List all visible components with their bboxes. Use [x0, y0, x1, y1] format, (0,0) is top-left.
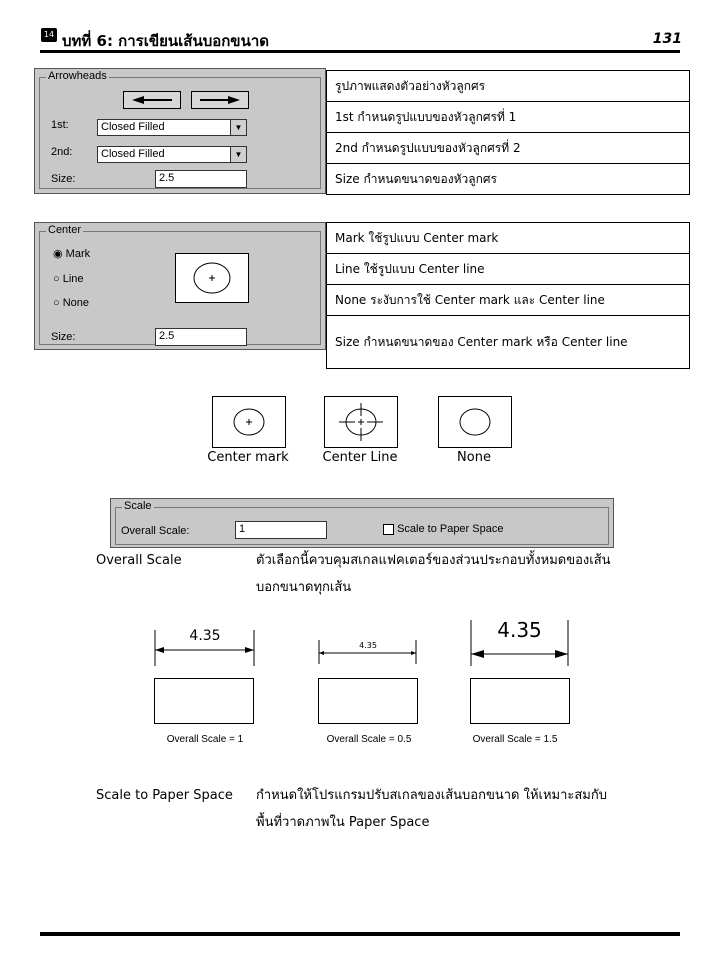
- circle-icon: [439, 397, 511, 447]
- overall-scale-label: Overall Scale:: [121, 525, 190, 537]
- checkbox-icon: [383, 524, 394, 535]
- scale-example-caption: Overall Scale = 1.5: [472, 734, 558, 745]
- dimension-text: 4.35: [189, 628, 221, 644]
- center-none-example: [438, 396, 512, 448]
- footer-rule: [40, 932, 680, 936]
- arrow-right-preview-button[interactable]: [191, 91, 249, 109]
- dimension-text: 4.35: [497, 618, 542, 642]
- mark-radio-label: Mark: [65, 248, 91, 260]
- center-size-input[interactable]: [155, 328, 247, 346]
- radio-selected-icon: ◉: [53, 248, 63, 260]
- scale-example-2: [314, 620, 424, 730]
- paper-space-term: Scale to Paper Space: [96, 788, 233, 803]
- center-desc-row: Size กำหนดขนาดของ Center mark หรือ Center line: [327, 316, 690, 369]
- paper-space-desc-line: พื้นที่วาดภาพใน Paper Space: [256, 815, 430, 830]
- center-desc-row: Mark ใช้รูปแบบ Center mark: [327, 223, 690, 254]
- arrow-left-icon: [124, 92, 180, 108]
- center-example-caption: Center Line: [322, 450, 398, 465]
- scale-to-paper-space-label: Scale to Paper Space: [397, 523, 504, 535]
- first-arrow-label: 1st:: [51, 119, 69, 131]
- overall-scale-value: 1: [239, 523, 246, 535]
- center-size-label: Size:: [51, 331, 76, 343]
- second-arrow-label: 2nd:: [51, 146, 73, 158]
- center-mark-icon: [213, 397, 285, 447]
- center-desc-row: None ระงับการใช้ Center mark และ Center line: [327, 285, 690, 316]
- center-line-example: [324, 396, 398, 448]
- dimension-text: 4.35: [359, 641, 377, 650]
- center-size-value: 2.5: [159, 330, 175, 342]
- line-radio[interactable]: [53, 273, 84, 285]
- center-desc-row: Line ใช้รูปแบบ Center line: [327, 254, 690, 285]
- overall-scale-desc-line: ตัวเลือกนี้ควบคุมสเกลแฟคเตอร์ของส่วนประกอบทั้งหมดของเส้น: [256, 553, 611, 568]
- chapter-title: บทที่ 6: การเขียนเส้นบอกขนาด: [62, 32, 269, 50]
- arrow-left-preview-button[interactable]: [123, 91, 181, 109]
- paper-space-desc-line: กำหนดให้โปรแกรมปรับสเกลของเส้นบอกขนาด ให้เหมาะสมกับ: [256, 788, 607, 803]
- overall-scale-term: Overall Scale: [96, 553, 182, 568]
- scale-group-title: Scale: [124, 500, 152, 512]
- overall-scale-desc-line: บอกขนาดทุกเส้น: [256, 580, 352, 595]
- arrow-right-icon: [192, 92, 248, 108]
- scale-example-3: [468, 614, 578, 730]
- arrow-size-label: Size:: [51, 173, 76, 185]
- scale-dialog: [110, 498, 614, 548]
- arrowheads-desc-row: 2nd กำหนดรูปแบบของหัวลูกศรที่ 2: [327, 133, 690, 164]
- arrowheads-group-title: Arrowheads: [48, 70, 107, 82]
- center-example-caption: Center mark: [207, 450, 289, 465]
- none-radio[interactable]: [53, 297, 89, 309]
- scale-example-rect: [318, 678, 418, 724]
- line-radio-label: Line: [62, 273, 84, 285]
- scale-example-caption: Overall Scale = 0.5: [326, 734, 412, 745]
- scale-example-rect: [470, 678, 570, 724]
- scale-example-caption: Overall Scale = 1: [166, 734, 244, 745]
- second-arrow-value: Closed Filled: [101, 148, 165, 160]
- center-line-icon: [325, 397, 397, 447]
- center-mark-preview-icon: [176, 254, 248, 302]
- center-mark-example: [212, 396, 286, 448]
- page-number: 131: [652, 31, 682, 47]
- arrow-size-value: 2.5: [159, 172, 175, 184]
- header-rule: [40, 50, 680, 53]
- scale-example-1: [150, 620, 260, 730]
- scale-to-paper-space-checkbox[interactable]: [383, 523, 503, 535]
- arrow-size-input[interactable]: [155, 170, 247, 188]
- radio-unselected-icon: ○: [53, 273, 60, 285]
- center-desc-table: [326, 222, 690, 369]
- first-arrow-select[interactable]: [97, 119, 247, 136]
- arrowheads-desc-row: 1st กำหนดรูปแบบของหัวลูกศรที่ 1: [327, 102, 690, 133]
- center-group-title: Center: [48, 224, 82, 236]
- none-radio-label: None: [62, 297, 90, 309]
- arrowheads-dialog: [34, 68, 326, 194]
- first-arrow-value: Closed Filled: [101, 121, 165, 133]
- center-preview: [175, 253, 249, 303]
- radio-unselected-icon: ○: [53, 297, 60, 309]
- chevron-down-icon[interactable]: ▼: [230, 120, 246, 135]
- arrowheads-desc-row: Size กำหนดขนาดของหัวลูกศร: [327, 164, 690, 195]
- scale-example-rect: [154, 678, 254, 724]
- second-arrow-select[interactable]: [97, 146, 247, 163]
- overall-scale-input[interactable]: [235, 521, 327, 539]
- chevron-down-icon[interactable]: ▼: [230, 147, 246, 162]
- arrowheads-desc-table: [326, 70, 690, 195]
- chapter-icon: 14: [41, 28, 57, 42]
- center-dialog: [34, 222, 326, 350]
- mark-radio[interactable]: [53, 247, 90, 260]
- center-example-caption: None: [457, 450, 491, 465]
- arrowheads-desc-row: รูปภาพแสดงตัวอย่างหัวลูกศร: [327, 71, 690, 102]
